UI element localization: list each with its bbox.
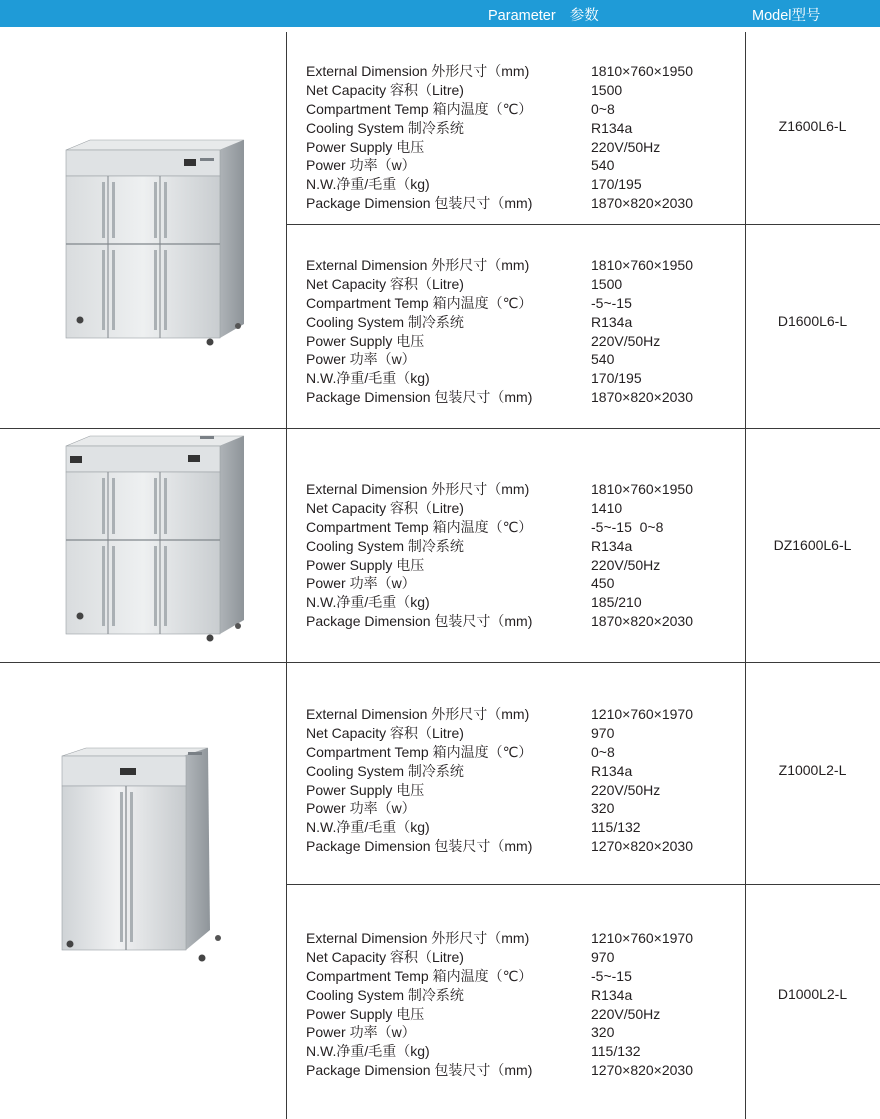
spec-value: -5~-15 0~8 xyxy=(591,518,664,535)
spec-value: 1270×820×2030 xyxy=(591,838,693,855)
spec-label: Net Capacity 容积（Litre) xyxy=(306,724,464,741)
spec-label: Package Dimension 包装尺寸（mm) xyxy=(306,389,533,406)
spec-label: Power 功率（w） xyxy=(306,800,416,817)
spec-value: 1870×820×2030 xyxy=(591,195,693,212)
spec-value: 0~8 xyxy=(591,743,615,760)
spec-label: Package Dimension 包装尺寸（mm) xyxy=(306,613,533,630)
spec-label: Cooling System 制冷系统 xyxy=(306,986,464,1003)
spec-label: Cooling System 制冷系统 xyxy=(306,762,464,779)
spec-label: Package Dimension 包装尺寸（mm) xyxy=(306,1062,533,1079)
spec-label: Cooling System 制冷系统 xyxy=(306,537,464,554)
spec-value: 540 xyxy=(591,157,615,174)
spec-label: External Dimension 外形尺寸（mm) xyxy=(306,706,530,722)
spec-label: Compartment Temp 箱内温度（℃） xyxy=(306,518,533,535)
spec-value: R134a xyxy=(591,537,633,554)
column-divider-right xyxy=(745,32,746,1119)
two-door-refrigerator-image xyxy=(58,746,228,966)
spec-label: External Dimension 外形尺寸（mm) xyxy=(306,481,530,497)
spec-label: Cooling System 制冷系统 xyxy=(306,119,464,136)
spec-label: Power Supply 电压 xyxy=(306,138,425,155)
spec-value: 220V/50Hz xyxy=(591,781,661,798)
spec-label: N.W.净重/毛重（kg) xyxy=(306,594,430,611)
spec-label: Compartment Temp 箱内温度（℃） xyxy=(306,294,533,311)
spec-label: N.W.净重/毛重（kg) xyxy=(306,176,430,193)
spec-value: 170/195 xyxy=(591,176,642,193)
spec-value: R134a xyxy=(591,986,633,1003)
model-number: DZ1600L6-L xyxy=(773,537,852,553)
spec-label: Net Capacity 容积（Litre) xyxy=(306,275,464,292)
spec-label: Compartment Temp 箱内温度（℃） xyxy=(306,743,533,760)
spec-label: External Dimension 外形尺寸（mm) xyxy=(306,63,530,79)
dual-temp-six-door-refrigerator-image xyxy=(60,432,250,646)
spec-label: Net Capacity 容积（Litre) xyxy=(306,948,464,965)
spec-value: 1210×760×1970 xyxy=(591,930,693,946)
spec-value: 220V/50Hz xyxy=(591,138,661,155)
spec-value: 1810×760×1950 xyxy=(591,63,693,79)
spec-label: Compartment Temp 箱内温度（℃） xyxy=(306,100,533,117)
spec-label: N.W.净重/毛重（kg) xyxy=(306,819,430,836)
six-door-refrigerator-image xyxy=(60,138,250,350)
model-number: D1000L2-L xyxy=(777,986,848,1002)
spec-label: Net Capacity 容积（Litre) xyxy=(306,81,464,98)
spec-value: 970 xyxy=(591,724,615,741)
spec-label: Net Capacity 容积（Litre) xyxy=(306,499,464,516)
spec-label: Package Dimension 包装尺寸（mm) xyxy=(306,838,533,855)
spec-value: R134a xyxy=(591,119,633,136)
model-number: Z1600L6-L xyxy=(778,118,847,134)
spec-value: 1500 xyxy=(591,81,623,98)
spec-value: -5~-15 xyxy=(591,294,632,311)
spec-value: 1810×760×1950 xyxy=(591,481,693,497)
spec-value: 320 xyxy=(591,800,615,817)
spec-label: Power Supply 电压 xyxy=(306,1005,425,1022)
spec-label: Power 功率（w） xyxy=(306,351,416,368)
spec-label: N.W.净重/毛重（kg) xyxy=(306,370,430,387)
spec-label: External Dimension 外形尺寸（mm) xyxy=(306,257,530,273)
model-number: Z1000L2-L xyxy=(778,762,847,778)
spec-value: 115/132 xyxy=(591,1043,641,1060)
spec-value: 540 xyxy=(591,351,615,368)
spec-value: 220V/50Hz xyxy=(591,556,661,573)
column-divider-left xyxy=(286,32,287,1119)
spec-label: Power Supply 电压 xyxy=(306,332,425,349)
spec-label: Power 功率（w） xyxy=(306,157,416,174)
spec-value: 115/132 xyxy=(591,819,641,836)
spec-value: 0~8 xyxy=(591,100,615,117)
row-divider xyxy=(0,428,880,429)
spec-value: R134a xyxy=(591,762,633,779)
spec-label: Compartment Temp 箱内温度（℃） xyxy=(306,967,533,984)
parameter-column-header: Parameter 参数 xyxy=(488,8,599,24)
spec-value: 220V/50Hz xyxy=(591,332,661,349)
spec-label: External Dimension 外形尺寸（mm) xyxy=(306,930,530,946)
spec-label: Power Supply 电压 xyxy=(306,781,425,798)
table-header xyxy=(0,0,880,27)
spec-value: R134a xyxy=(591,313,633,330)
spec-value: 970 xyxy=(591,948,615,965)
spec-value: 1210×760×1970 xyxy=(591,706,693,722)
model-number: D1600L6-L xyxy=(777,313,848,329)
spec-label: Power 功率（w） xyxy=(306,1024,416,1041)
model-column-header: Model型号 xyxy=(752,8,821,24)
spec-value: 1270×820×2030 xyxy=(591,1062,693,1079)
spec-value: -5~-15 xyxy=(591,967,632,984)
spec-value: 220V/50Hz xyxy=(591,1005,661,1022)
spec-value: 185/210 xyxy=(591,594,642,611)
spec-label: Power Supply 电压 xyxy=(306,556,425,573)
spec-label: Package Dimension 包装尺寸（mm) xyxy=(306,195,533,212)
spec-value: 1810×760×1950 xyxy=(591,257,693,273)
spec-label: Power 功率（w） xyxy=(306,575,416,592)
spec-value: 1870×820×2030 xyxy=(591,613,693,630)
row-divider xyxy=(286,884,880,885)
spec-value: 1500 xyxy=(591,275,623,292)
spec-value: 170/195 xyxy=(591,370,642,387)
spec-value: 450 xyxy=(591,575,615,592)
spec-value: 1410 xyxy=(591,499,623,516)
spec-label: Cooling System 制冷系统 xyxy=(306,313,464,330)
spec-value: 320 xyxy=(591,1024,615,1041)
row-divider xyxy=(0,662,880,663)
spec-label: N.W.净重/毛重（kg) xyxy=(306,1043,430,1060)
row-divider xyxy=(286,224,880,225)
spec-value: 1870×820×2030 xyxy=(591,389,693,406)
